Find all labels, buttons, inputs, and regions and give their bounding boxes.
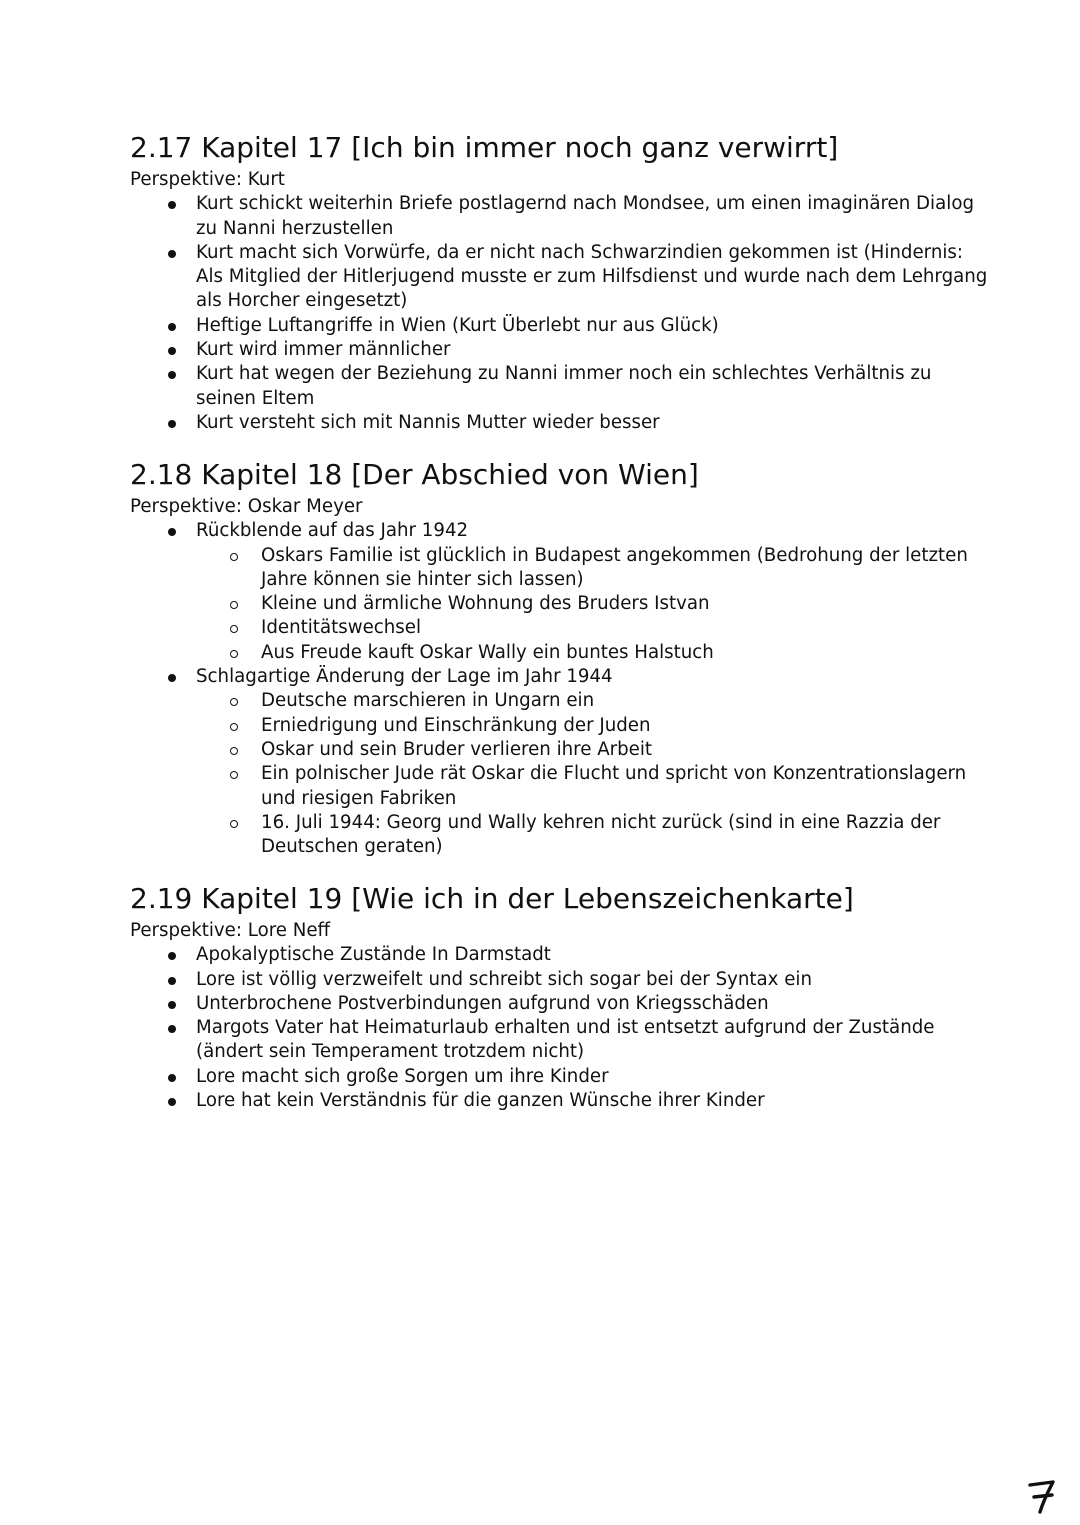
sub-list-item: Deutsche marschieren in Ungarn ein [130, 689, 990, 713]
list-item: Unterbrochene Postverbindungen aufgrund von Kriegsschäden [130, 992, 990, 1016]
bullet-list [130, 943, 990, 1113]
sub-list-item: Erniedrigung und Einschränkung der Juden [130, 714, 990, 738]
list-item: Lore macht sich große Sorgen um ihre Kinder [130, 1065, 990, 1089]
bullet-list [130, 192, 990, 435]
bullet-list [130, 519, 990, 859]
list-item: Lore ist völlig verzweifelt und schreibt sich sogar bei der Syntax ein [130, 968, 990, 992]
list-item: Kurt versteht sich mit Nannis Mutter wieder besser [130, 411, 990, 435]
section-chapter-19 [130, 879, 990, 1113]
section-chapter-18 [130, 455, 990, 859]
sub-list-item: Identitätswechsel [130, 616, 990, 640]
sub-bullet-list [196, 544, 990, 665]
section-chapter-17 [130, 128, 990, 435]
sub-list-item: Kleine und ärmliche Wohnung des Bruders Istvan [130, 592, 990, 616]
sub-list-item: Ein polnischer Jude rät Oskar die Flucht und spricht von Konzentrationslagern und riesigen Fabriken [130, 762, 990, 811]
list-item-text: Rückblende auf das Jahr 1942 [196, 520, 469, 542]
handwritten-page-number [1025, 1475, 1059, 1515]
section-heading: 2.19 Kapitel 19 [Wie ich in der Lebenszeichenkarte] [130, 882, 854, 915]
list-item [130, 519, 990, 665]
list-item: Kurt macht sich Vorwürfe, da er nicht nach Schwarzindien gekommen ist (Hindernis: Als Mitglied der Hitlerjugend musste er zum Hilfsdienst und wurde nach dem Lehrgang als Horcher eingesetzt) [130, 241, 990, 314]
sub-bullet-list [196, 689, 990, 859]
sub-list-item: Aus Freude kauft Oskar Wally ein buntes Halstuch [130, 641, 990, 665]
sub-list-item: Oskars Familie ist glücklich in Budapest angekommen (Bedrohung der letzten Jahre können sie hinter sich lassen) [130, 544, 990, 593]
list-item: Lore hat kein Verständnis für die ganzen Wünsche ihrer Kinder [130, 1089, 990, 1113]
perspective-line: Perspektive: Lore Neff [130, 920, 331, 941]
sub-list-item: Oskar und sein Bruder verlieren ihre Arbeit [130, 738, 990, 762]
list-item: Apokalyptische Zustände In Darmstadt [130, 943, 990, 967]
section-heading: 2.18 Kapitel 18 [Der Abschied von Wien] [130, 458, 699, 491]
list-item: Kurt wird immer männlicher [130, 338, 990, 362]
list-item [130, 665, 990, 859]
list-item: Margots Vater hat Heimaturlaub erhalten und ist entsetzt aufgrund der Zustände (ändert sein Temperament trotzdem nicht) [130, 1016, 990, 1065]
perspective-line: Perspektive: Kurt [130, 169, 285, 190]
list-item: Kurt hat wegen der Beziehung zu Nanni immer noch ein schlechtes Verhältnis zu seinen Eltem [130, 362, 990, 411]
list-item: Kurt schickt weiterhin Briefe postlagernd nach Mondsee, um einen imaginären Dialog zu Nanni herzustellen [130, 192, 990, 241]
list-item: Heftige Luftangriffe in Wien (Kurt Überlebt nur aus Glück) [130, 314, 990, 338]
sub-list-item: 16. Juli 1944: Georg und Wally kehren nicht zurück (sind in eine Razzia der Deutschen geraten) [130, 811, 990, 860]
perspective-line: Perspektive: Oskar Meyer [130, 496, 363, 517]
list-item-text: Schlagartige Änderung der Lage im Jahr 1944 [196, 666, 613, 688]
section-heading: 2.17 Kapitel 17 [Ich bin immer noch ganz verwirrt] [130, 131, 839, 164]
